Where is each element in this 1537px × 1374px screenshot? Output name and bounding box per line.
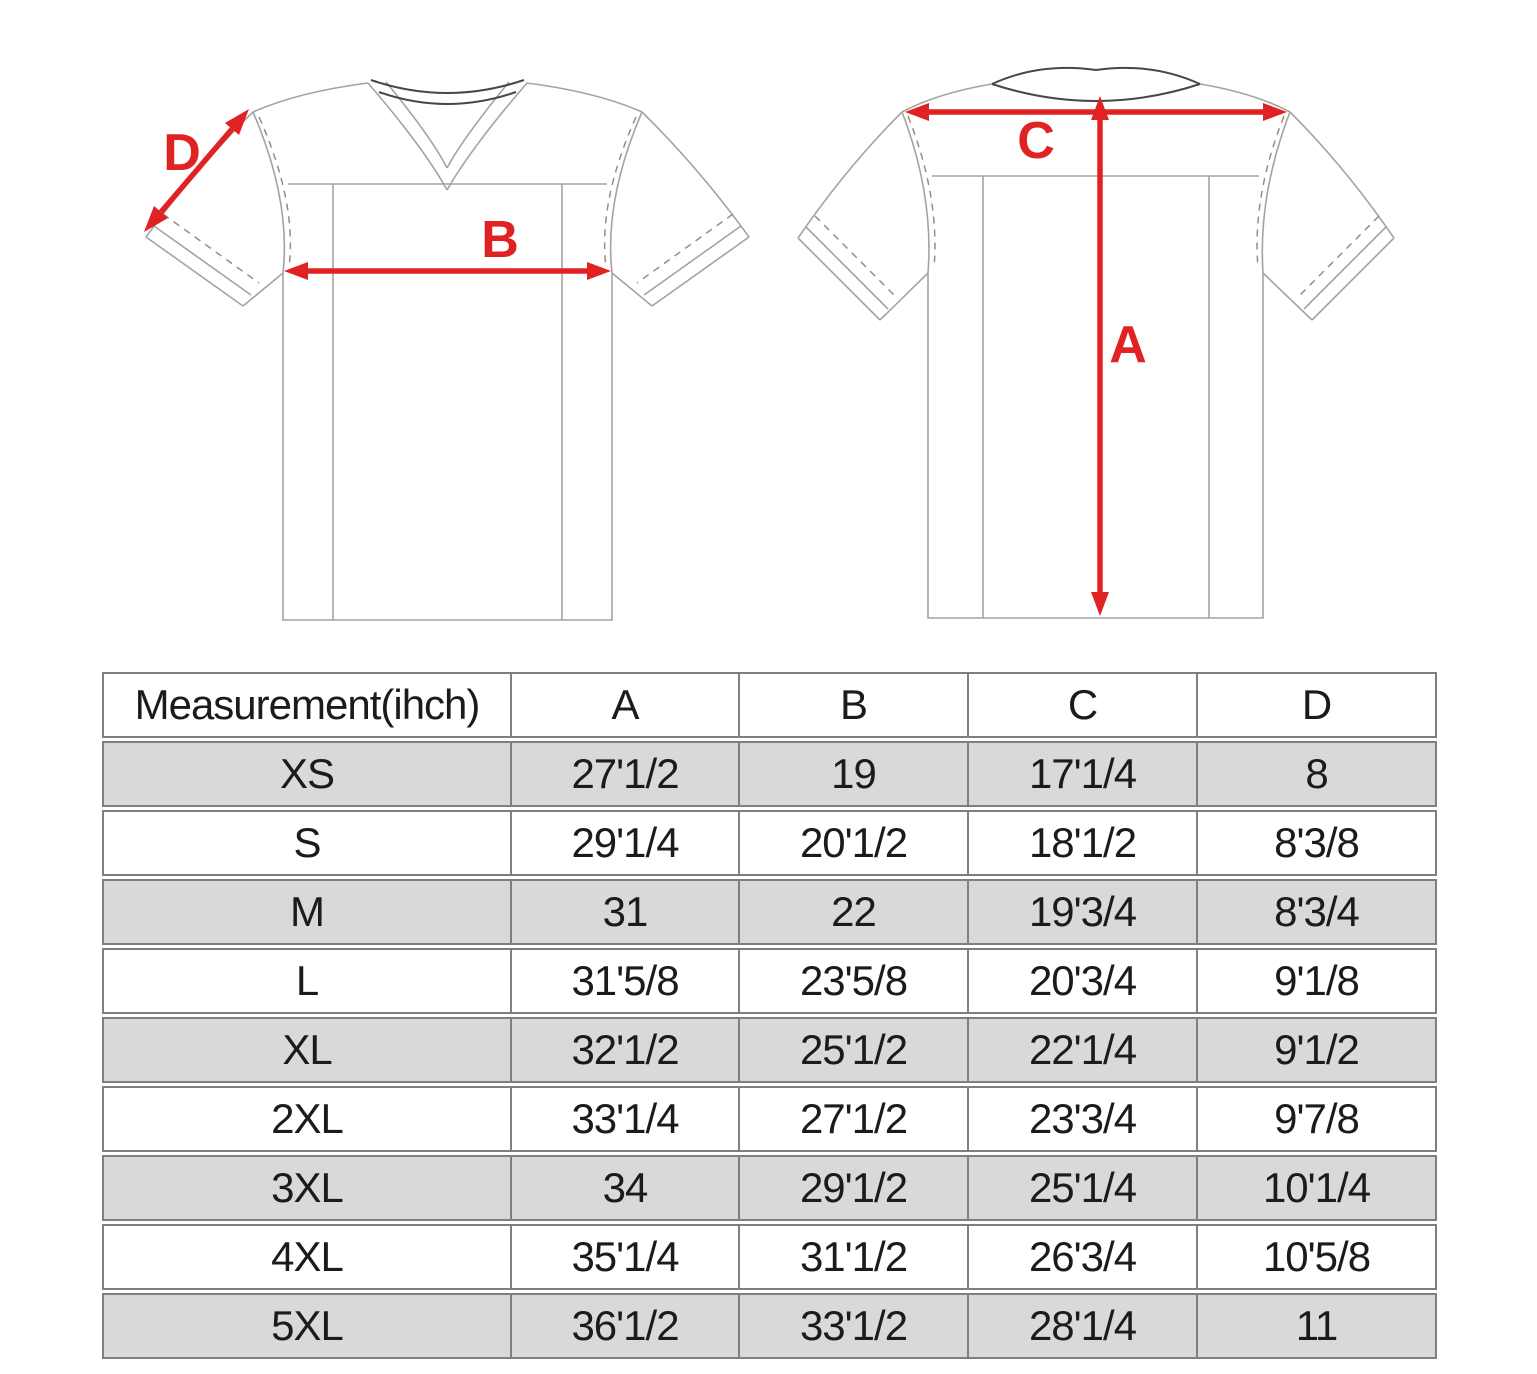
column-header-a: A [510,672,738,738]
measurement-cell: 20'1/2 [738,810,967,876]
measurement-cell: 23'5/8 [738,948,967,1014]
column-header-b: B [738,672,967,738]
size-cell: XS [102,741,510,807]
table-row [102,948,1437,1014]
measure-label-d: D [163,124,201,182]
measurement-cell: 27'1/2 [510,741,738,807]
measurement-cell: 11 [1196,1293,1437,1359]
table-row [102,810,1437,876]
table-header-row [102,672,1437,738]
measurement-cell: 32'1/2 [510,1017,738,1083]
size-cell: 3XL [102,1155,510,1221]
measurement-cell: 36'1/2 [510,1293,738,1359]
measurement-cell: 17'1/4 [967,741,1196,807]
measurement-cell: 9'7/8 [1196,1086,1437,1152]
measurement-cell: 25'1/4 [967,1155,1196,1221]
size-cell: 2XL [102,1086,510,1152]
measurement-cell: 18'1/2 [967,810,1196,876]
measurement-cell: 28'1/4 [967,1293,1196,1359]
table-row [102,1017,1437,1083]
measure-label-a: A [1109,316,1147,374]
column-header-d: D [1196,672,1437,738]
size-cell: M [102,879,510,945]
measurement-cell: 26'3/4 [967,1224,1196,1290]
size-table [102,669,1437,1362]
measurement-cell: 8'3/4 [1196,879,1437,945]
table-row [102,741,1437,807]
measurement-cell: 34 [510,1155,738,1221]
measurement-cell: 10'1/4 [1196,1155,1437,1221]
table-row [102,1086,1437,1152]
measurement-cell: 33'1/2 [738,1293,967,1359]
measure-label-b: B [481,211,519,269]
table-row [102,879,1437,945]
length-measure-arrow-a [1091,96,1147,616]
size-cell: 5XL [102,1293,510,1359]
measurement-cell: 19 [738,741,967,807]
measurement-cell: 29'1/4 [510,810,738,876]
measure-label-c: C [1017,112,1055,170]
measurement-cell: 22'1/4 [967,1017,1196,1083]
size-cell: S [102,810,510,876]
measurement-cell: 31'5/8 [510,948,738,1014]
measurement-cell: 22 [738,879,967,945]
measurement-cell: 25'1/2 [738,1017,967,1083]
front-shirt-drawing [146,80,749,620]
table-row [102,1293,1437,1359]
measurement-cell: 9'1/2 [1196,1017,1437,1083]
measurement-cell: 20'3/4 [967,948,1196,1014]
measurement-cell: 31'1/2 [738,1224,967,1290]
size-cell: XL [102,1017,510,1083]
front-collar [368,80,527,190]
measurement-cell: 19'3/4 [967,879,1196,945]
measurement-cell: 23'3/4 [967,1086,1196,1152]
sleeve-measure-arrow-d [144,109,249,232]
table-row [102,1224,1437,1290]
measurement-cell: 33'1/4 [510,1086,738,1152]
measurement-cell: 10'5/8 [1196,1224,1437,1290]
measurement-cell: 27'1/2 [738,1086,967,1152]
measurement-cell: 29'1/2 [738,1155,967,1221]
size-diagram [0,0,1537,662]
back-shirt-drawing [798,68,1394,618]
measurement-cell: 35'1/4 [510,1224,738,1290]
measurement-cell: 9'1/8 [1196,948,1437,1014]
table-row [102,1155,1437,1221]
measurement-cell: 8 [1196,741,1437,807]
measurement-cell: 8'3/8 [1196,810,1437,876]
size-cell: 4XL [102,1224,510,1290]
back-collar [992,68,1200,101]
measurement-cell: 31 [510,879,738,945]
column-header-c: C [967,672,1196,738]
size-cell: L [102,948,510,1014]
measurement-unit-header: Measurement(ihch) [102,672,510,738]
